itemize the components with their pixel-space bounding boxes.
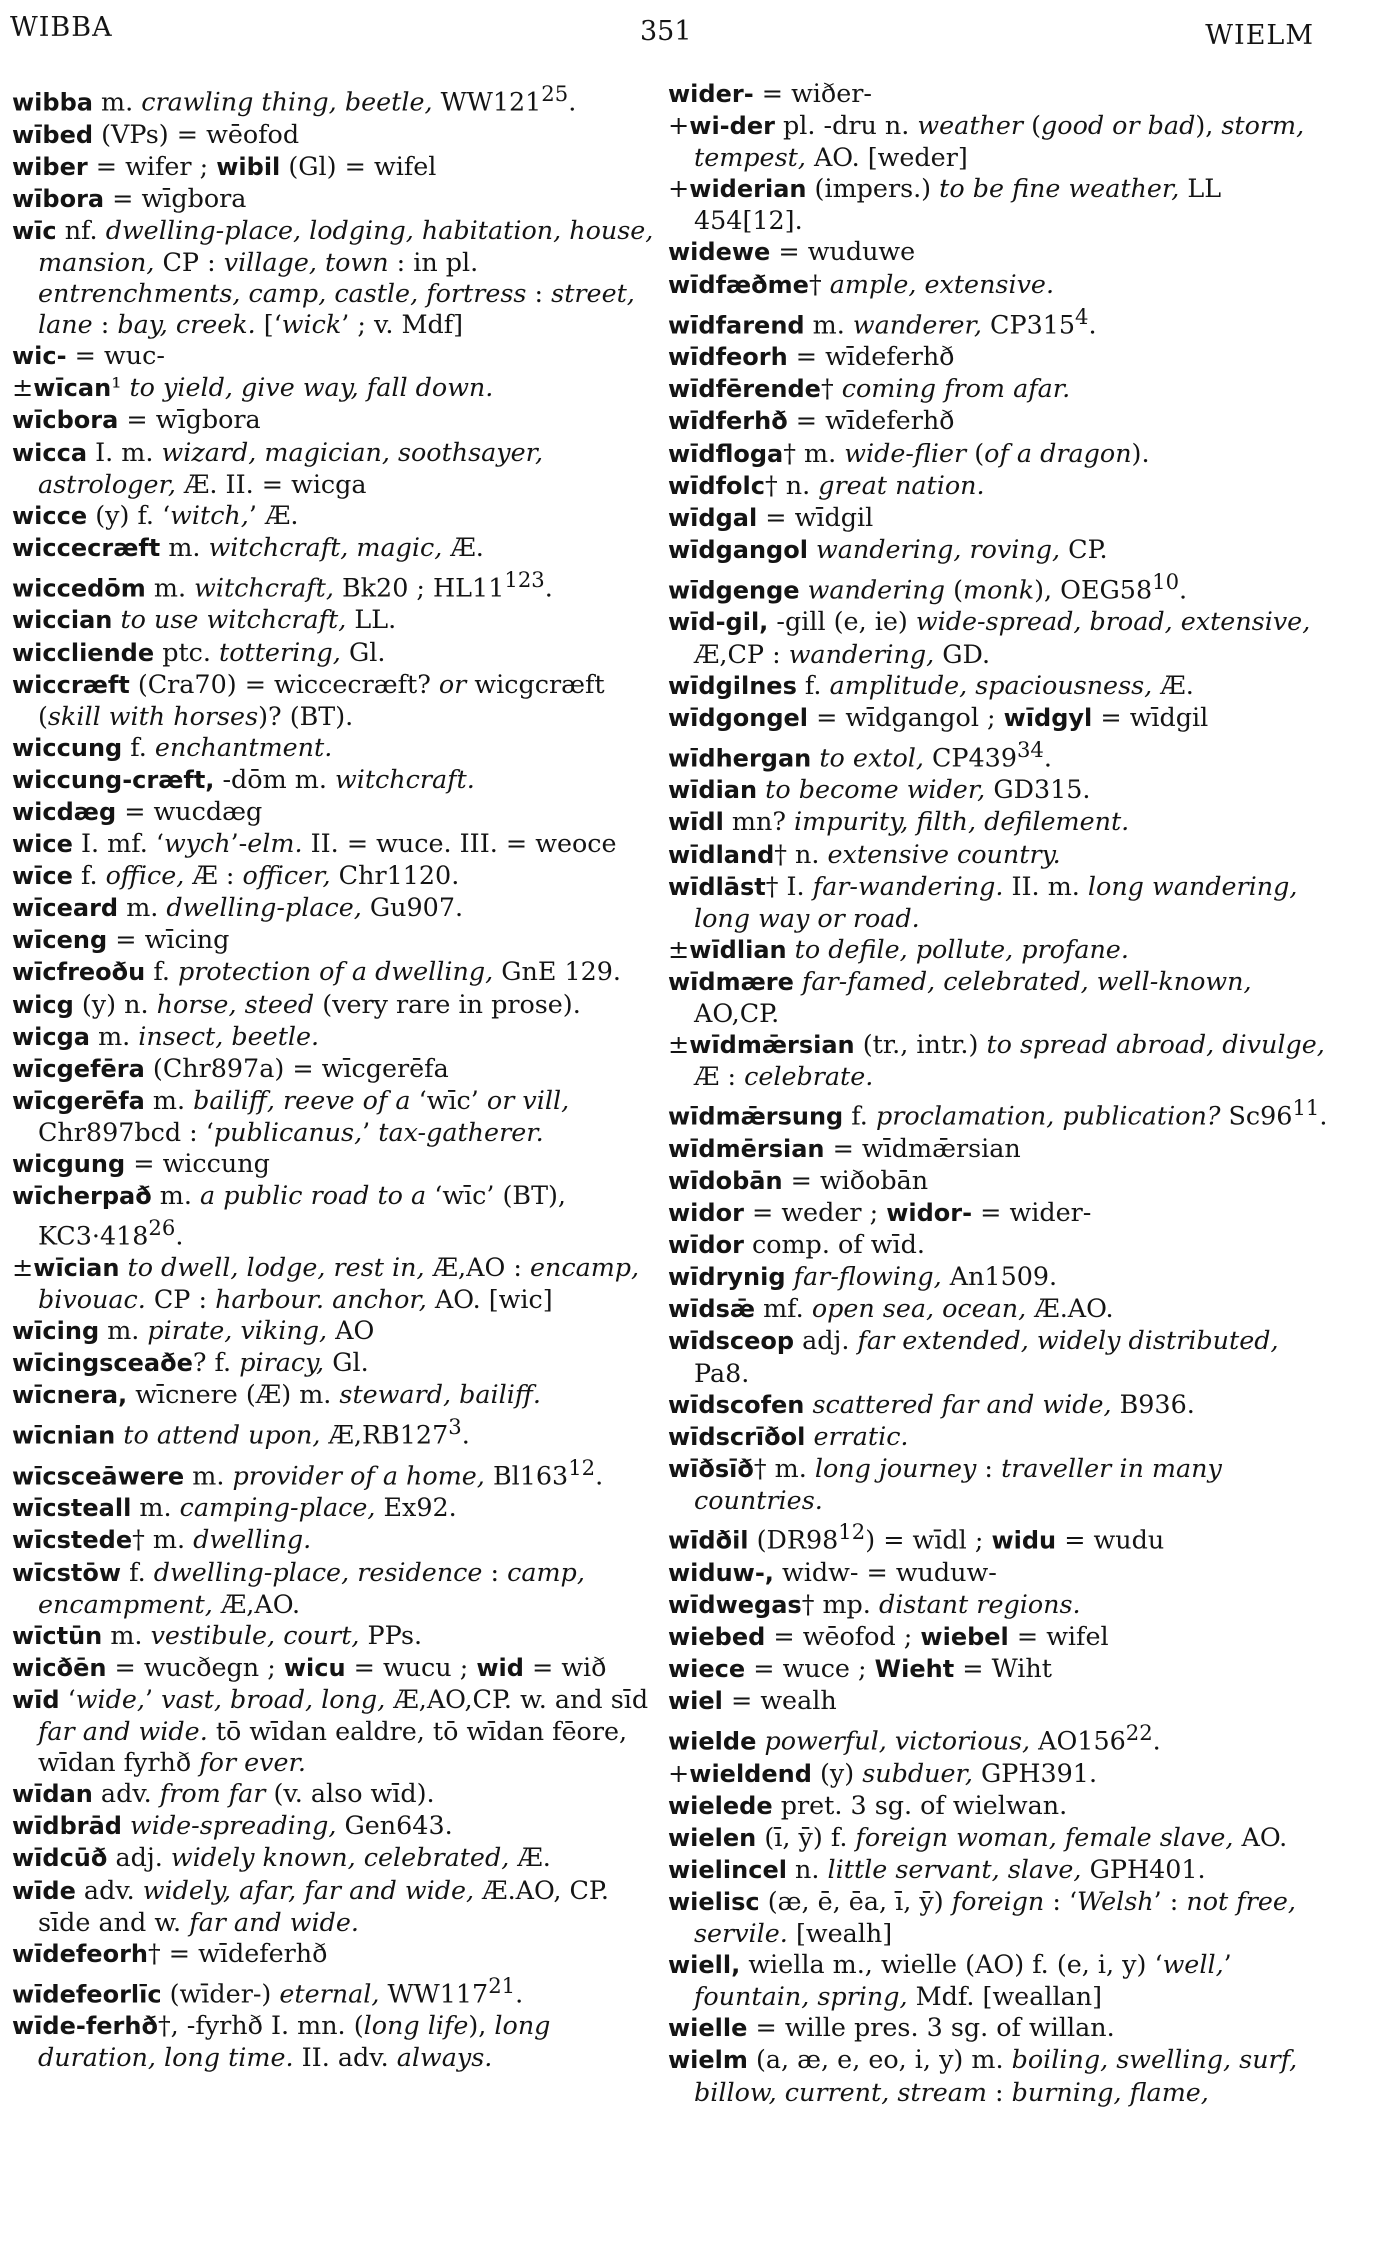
dictionary-entry: wīdmære far-famed, celebrated, well-known, AO,CP. [668,965,1252,1029]
dictionary-entry: wic- = wuc- [12,340,165,371]
dictionary-entry: +wieldend (y) subduer, GPH391. [668,1757,1098,1788]
dictionary-entry: wīdsǣ mf. open sea, ocean, Æ.AO. [668,1293,1114,1324]
dictionary-entry: wīd ‘wide,’ vast, broad, long, Æ,AO,CP. w. and sīd far and wide. tō wīdan ealdre, tō wīdan fēore, wīdan fyrhð for ever. [12,1683,649,1778]
dictionary-entry: wiccecræft m. witchcraft, magic, Æ. [12,531,484,562]
dictionary-entry: wīctūn m. vestibule, court, PPs. [12,1619,423,1650]
dictionary-entry: wīdbrād wide-spreading, Gen643. [12,1810,453,1841]
dictionary-entry: wicdæg = wucdæg [12,796,263,826]
dictionary-entry: wīceard m. dwelling-place, Gu907. [12,892,464,923]
dictionary-entry: ±wīcan¹ to yield, give way, fall down. [12,372,494,403]
dictionary-entry: wīdmērsian = wīdmǣrsian [668,1132,1021,1163]
dictionary-entry: wiece = wuce ; Wieht = Wiht [668,1652,1052,1683]
dictionary-entry: wīdrynig far-flowing, An1509. [668,1261,1058,1292]
dictionary-entry: wīcherpað m. a public road to a ‘wīc’ (BT), $KC3\cdot 418^{26}$. [12,1180,567,1251]
dictionary-entry: wīdsceop adj. far extended, widely distributed, Pa8. [668,1325,1279,1388]
dictionary-entry: wielm (a, æ, e, eo, i, y) m. boiling, swelling, surf, billow, current, stream : burning, flame, [668,2044,1298,2107]
dictionary-entry: wīde adv. widely, afar, far and wide, Æ.AO, CP. sīde and w. far and wide. [12,1874,609,1937]
left-guide-word: WIBBA [10,12,113,43]
dictionary-entry: wiccræft (Cra70) = wiccecræft? or wicgcræft (skill with horses)? (BT). [12,668,605,731]
dictionary-entry: wīdgangol wandering, roving, CP. [668,533,1108,564]
dictionary-entry: wīdfolc† n. great nation. [668,469,985,500]
right-guide-word: WIELM [1205,20,1314,51]
dictionary-entry: wīc nf. dwelling-place, lodging, habitation, house, mansion, CP : village, town : in pl. entrenchments, camp, castle, fortress : street, lane : bay, creek. [‘wick’ ; v. Mdf] [12,214,654,340]
dictionary-entry: wīcgefēra (Chr897a) = wīcgerēfa [12,1052,449,1083]
page-number: 351 [640,16,692,47]
dictionary-entry: wider- = wiðer- [668,78,872,108]
dictionary-entry: wīdscofen scattered far and wide, B936. [668,1388,1195,1419]
dictionary-entry: wīcingsceaðe? f. piracy, Gl. [12,1347,369,1378]
dictionary-entry: wīd-gil, -gill (e, ie) wide-spread, broad, extensive, Æ,CP : wandering, GD. [668,606,1311,669]
dictionary-entry: wielen (ī, ȳ) f. foreign woman, female slave, AO. [668,1821,1288,1852]
dictionary-entry: wicga m. insect, beetle. [12,1020,320,1051]
dictionary-entry: wielincel n. little servant, slave, GPH401. [668,1853,1206,1884]
dictionary-entry: widewe = wuduwe [668,236,916,267]
dictionary-entry: wielle = wille pres. 3 sg. of willan. [668,2012,1115,2043]
dictionary-entry: wiccung f. enchantment. [12,731,333,762]
dictionary-entry: wīdor comp. of wīd. [668,1229,925,1260]
dictionary-entry: wīdscrīðol erratic. [668,1420,909,1451]
dictionary-entry: wiccliende ptc. tottering, Gl. [12,636,386,667]
dictionary-entry: wīcnera, wīcnere (Æ) m. steward, bailiff. [12,1379,541,1410]
dictionary-entry: wicgung = wiccung [12,1148,270,1179]
dictionary-entry: +wi-der pl. -dru n. weather (good or bad), storm, tempest, AO. [weder] [668,110,1305,173]
dictionary-entry: wīdgilnes f. amplitude, spaciousness, Æ. [668,669,1194,700]
dictionary-entry: wīdgongel = wīdgangol ; wīdgyl = wīdgil [668,701,1209,732]
dictionary-entry: wīcfreoðu f. protection of a dwelling, GnE 129. [12,956,622,987]
dictionary-entry: wiebed = wēofod ; wiebel = wifel [668,1620,1109,1651]
dictionary-entry: wicðēn = wucðegn ; wicu = wucu ; wid = wið [12,1651,607,1682]
dictionary-entry: wīdl mn? impurity, filth, defilement. [668,806,1130,837]
dictionary-entry: wielede pret. 3 sg. of wielwan. [668,1789,1068,1820]
right-column [668,78,1328,2108]
dictionary-entry: wīde-ferhð†, -fyrhð I. mn. (long life), long duration, long time. II. adv. always. [12,2010,551,2073]
dictionary-entry: wīcbora = wīgbora [12,404,261,435]
dictionary-entry: wice I. mf. ‘wych’-elm. II. = wuce. III. = weoce [12,828,617,859]
dictionary-entry: wīdfæðme† ample, extensive. [668,268,1055,299]
left-column [12,78,660,2074]
dictionary-entry: wīce f. office, Æ : officer, Chr1120. [12,860,460,891]
dictionary-entry: wīdland† n. extensive country. [668,838,1061,869]
dictionary-entry: wicca I. m. wizard, magician, soothsayer, astrologer, Æ. II. = wicga [12,436,544,499]
dictionary-entry: wīdefeorh† = wīdeferhð [12,1937,328,1968]
dictionary-entry: wīdmǣrsung f. proclamation, publication? $Sc96^{11}$. [668,1095,1328,1131]
dictionary-entry: wicce (y) f. ‘witch,’ Æ. [12,499,299,530]
dictionary-entry: wīdian to become wider, GD315. [668,774,1091,805]
dictionary-entry: wicg (y) n. horse, steed (very rare in prose). [12,988,581,1019]
dictionary-entry: wīcstōw f. dwelling-place, residence : camp, encampment, Æ,AO. [12,1556,585,1619]
dictionary-entry: wīcsceāwere m. provider of a home, $Bl163^{12}$. [12,1454,604,1491]
dictionary-entry: wīcgerēfa m. bailiff, reeve of a ‘wīc’ or vill, Chr897bcd : ‘publicanus,’ tax-gatherer. [12,1084,570,1147]
dictionary-entry: wīcnian to attend upon, $Æ,RB127^3$. [12,1414,470,1450]
dictionary-entry: wībora = wīgbora [12,182,247,213]
dictionary-entry: wīdfloga† m. wide-flier (of a dragon). [668,437,1150,468]
dictionary-entry: wīdhergan to extol, $CP439^{34}$. [668,736,1052,773]
dictionary-entry: wīcstede† m. dwelling. [12,1524,312,1555]
dictionary-entry: wīdcūð adj. widely known, celebrated, Æ. [12,1842,551,1873]
dictionary-entry: wīdgenge wandering (monk), $OEG58^{10}$. [668,568,1188,605]
dictionary-entry: widuw-, widw- = wuduw- [668,1556,997,1587]
dictionary-entry: wiccian to use witchcraft, LL. [12,604,397,635]
dictionary-entry: wīdfērende† coming from afar. [668,373,1071,404]
dictionary-entry: wīdobān = wiðobān [668,1164,929,1195]
dictionary-entry: wibba m. crawling thing, beetle, $WW121^{25}$. [12,81,577,117]
dictionary-entry: wiccedōm m. witchcraft, Bk20 ; $HL11^{123}$. [12,566,553,603]
dictionary-entry: wiel = wealh [668,1684,837,1715]
dictionary-entry: wīdgal = wīdgil [668,501,874,532]
dictionary-entry: ±wīdmǣrsian (tr., intr.) to spread abroad, divulge, Æ : celebrate. [668,1029,1325,1092]
dictionary-entry: wiber = wifer ; wibil (Gl) = wifel [12,150,437,181]
dictionary-entry: wiccung-cræft, -dōm m. witchcraft. [12,763,475,794]
dictionary-entry: wīðsīð† m. long journey : traveller in many countries. [668,1452,1222,1515]
dictionary-entry: wielisc (æ, ē, ēa, ī, ȳ) foreign : ‘Welsh’ : not free, servile. [wealh] [668,1885,1296,1949]
running-header [0,12,1379,58]
dictionary-entry: wīdwegas† mp. distant regions. [668,1588,1081,1619]
dictionary-entry: wībed (VPs) = wēofod [12,118,300,149]
dictionary-entry: wīdefeorlīc (wīder-) eternal, $WW117^{21}$. [12,1972,524,2009]
dictionary-entry: widor = weder ; widor- = wider- [668,1197,1092,1228]
dictionary-entry: wīdlāst† I. far-wandering. II. m. long wandering, long way or road. [668,870,1298,933]
dictionary-entry: ±wīcian to dwell, lodge, rest in, Æ,AO : encamp, bivouac. CP : harbour. anchor, AO. [wic] [12,1251,640,1314]
dictionary-entry: wielde powerful, victorious, $AO156^{22}$. [668,1720,1161,1756]
dictionary-entry: wīdfeorh = wīdeferhð [668,341,955,372]
dictionary-entry: wīdðil $(DR98^{12})$ = wīdl ; widu = wudu [668,1519,1165,1555]
dictionary-entry: wīcing m. pirate, viking, AO [12,1314,375,1345]
dictionary-entry: ±wīdlian to defile, pollute, profane. [668,933,1129,964]
dictionary-entry: +widerian (impers.) to be fine weather, LL 454[12]. [668,173,1222,236]
dictionary-entry: wīcsteall m. camping-place, Ex92. [12,1492,457,1523]
dictionary-entry: wīdfarend m. wanderer, $CP315^4$. [668,303,1097,340]
dictionary-entry: wiell, wiella m., wielle (AO) f. (e, i, y) ‘well,’ fountain, spring, Mdf. [weallan] [668,1949,1232,2012]
dictionary-entry: wīdan adv. from far (v. also wīd). [12,1778,435,1809]
dictionary-entry: wīdferhð = wīdeferhð [668,405,955,436]
dictionary-entry: wīceng = wīcing [12,924,230,955]
